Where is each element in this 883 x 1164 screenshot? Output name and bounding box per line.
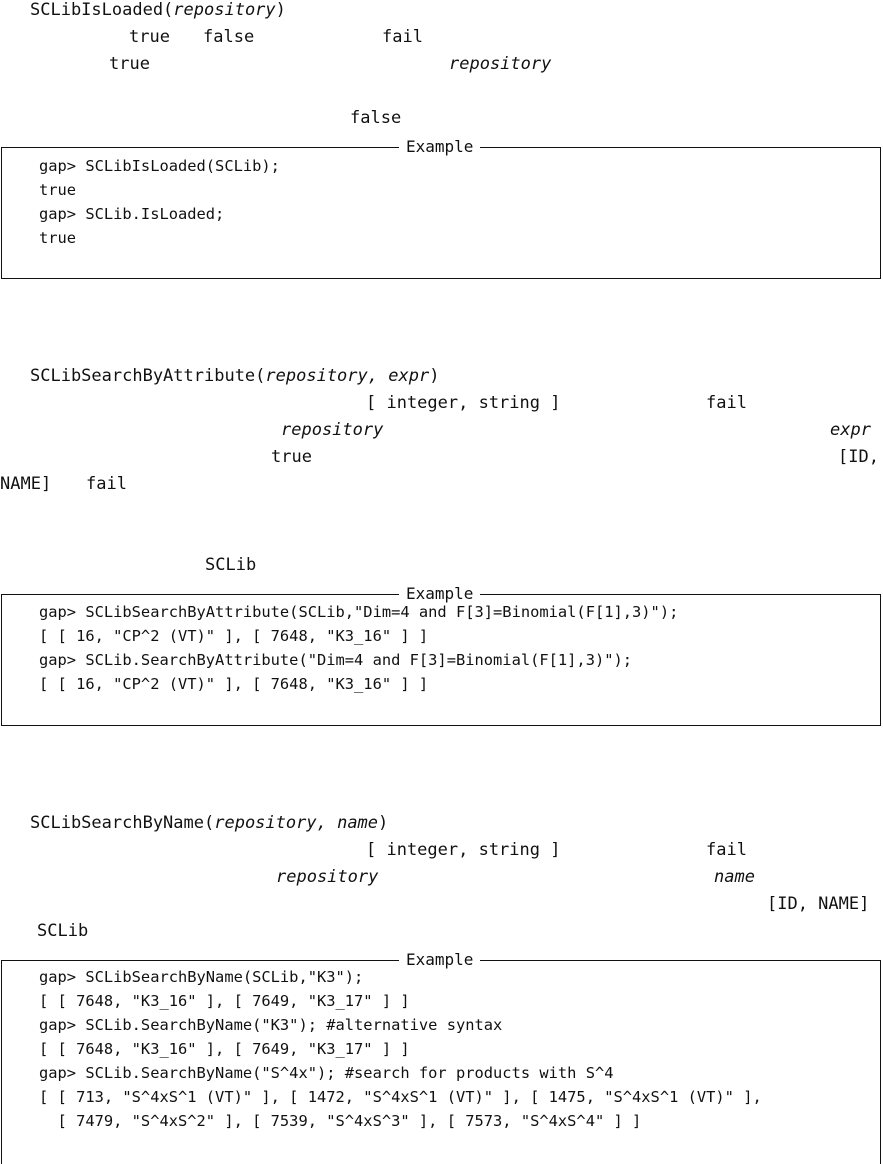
code-line: [ [ 7648, "K3_16" ], [ 7649, "K3_17" ] ]	[39, 1040, 410, 1058]
keyword-false: false	[203, 27, 255, 47]
code-line: gap> SCLib.SearchByName("S^4x"); #search for products with S^4	[39, 1064, 614, 1082]
signature-search-by-name	[30, 813, 388, 833]
code-line: gap> SCLib.SearchByName("K3"); #alternative syntax	[39, 1016, 503, 1034]
argument-expr: expr	[830, 420, 871, 440]
example-box-search-by-attribute	[1, 584, 881, 726]
argument-repository: repository,	[214, 813, 327, 833]
code-line: [ [ 7648, "K3_16" ], [ 7649, "K3_17" ] ]	[39, 992, 410, 1010]
keyword-id: [ID,	[838, 447, 879, 467]
code-line: gap> SCLib.SearchByAttribute("Dim=4 and F[3]=Binomial(F[1],3)");	[39, 651, 633, 669]
code-line: gap> SCLibIsLoaded(SCLib);	[39, 157, 280, 175]
argument-name: name	[714, 867, 755, 887]
argument-name: name	[337, 813, 379, 833]
code-line: [ 7479, "S^4xS^2" ], [ 7539, "S^4xS^3" ], [ 7573, "S^4xS^4" ] ]	[39, 1112, 642, 1130]
code-line: [ [ 713, "S^4xS^1 (VT)" ], [ 1472, "S^4xS^1 (VT)" ], [ 1475, "S^4xS^1 (VT)" ],	[39, 1088, 762, 1106]
function-name: SCLibSearchByAttribute(	[30, 366, 266, 386]
keyword-true: true	[271, 447, 312, 467]
function-name: SCLibIsLoaded(	[30, 0, 174, 20]
signature-close: )	[378, 813, 389, 833]
argument-repository: repository	[276, 867, 379, 887]
return-type-list: [ integer, string ]	[366, 393, 561, 413]
code-line: [ [ 16, "CP^2 (VT)" ], [ 7648, "K3_16" ] ]	[39, 627, 429, 645]
example-label: Example	[399, 138, 480, 156]
signature-close: )	[429, 366, 440, 386]
signature-search-by-attribute	[30, 366, 439, 386]
keyword-fail: fail	[382, 27, 423, 47]
keyword-true: true	[129, 27, 170, 47]
code-line: gap> SCLib.IsLoaded;	[39, 205, 225, 223]
argument-repository: repository	[449, 54, 552, 74]
code-line: true	[39, 181, 77, 199]
keyword-fail: fail	[706, 393, 747, 413]
example-label: Example	[399, 951, 480, 969]
example-box-search-by-name	[1, 950, 881, 1164]
code-line: true	[39, 229, 77, 247]
argument-repository: repository	[173, 0, 276, 20]
return-type-list: [ integer, string ]	[366, 840, 561, 860]
code-line: [ [ 16, "CP^2 (VT)" ], [ 7648, "K3_16" ] ]	[39, 675, 429, 693]
keyword-true: true	[109, 54, 150, 74]
keyword-false: false	[350, 108, 402, 128]
code-line: gap> SCLibSearchByAttribute(SCLib,"Dim=4 and F[3]=Binomial(F[1],3)");	[39, 603, 679, 621]
signature-close: )	[275, 0, 286, 20]
keyword-fail: fail	[86, 474, 127, 494]
signature-is-loaded	[30, 0, 286, 20]
argument-repository: repository	[281, 420, 384, 440]
example-box-is-loaded	[1, 137, 881, 279]
keyword-name: NAME]	[0, 474, 52, 494]
argument-repository: repository,	[265, 366, 378, 386]
keyword-sclib: SCLib	[205, 555, 257, 575]
code-line: gap> SCLibSearchByName(SCLib,"K3");	[39, 968, 364, 986]
keyword-id-name: [ID, NAME]	[767, 894, 870, 914]
keyword-sclib: SCLib	[37, 921, 89, 941]
keyword-fail: fail	[706, 840, 747, 860]
argument-expr: expr	[388, 366, 430, 386]
example-label: Example	[399, 585, 480, 603]
function-name: SCLibSearchByName(	[30, 813, 215, 833]
